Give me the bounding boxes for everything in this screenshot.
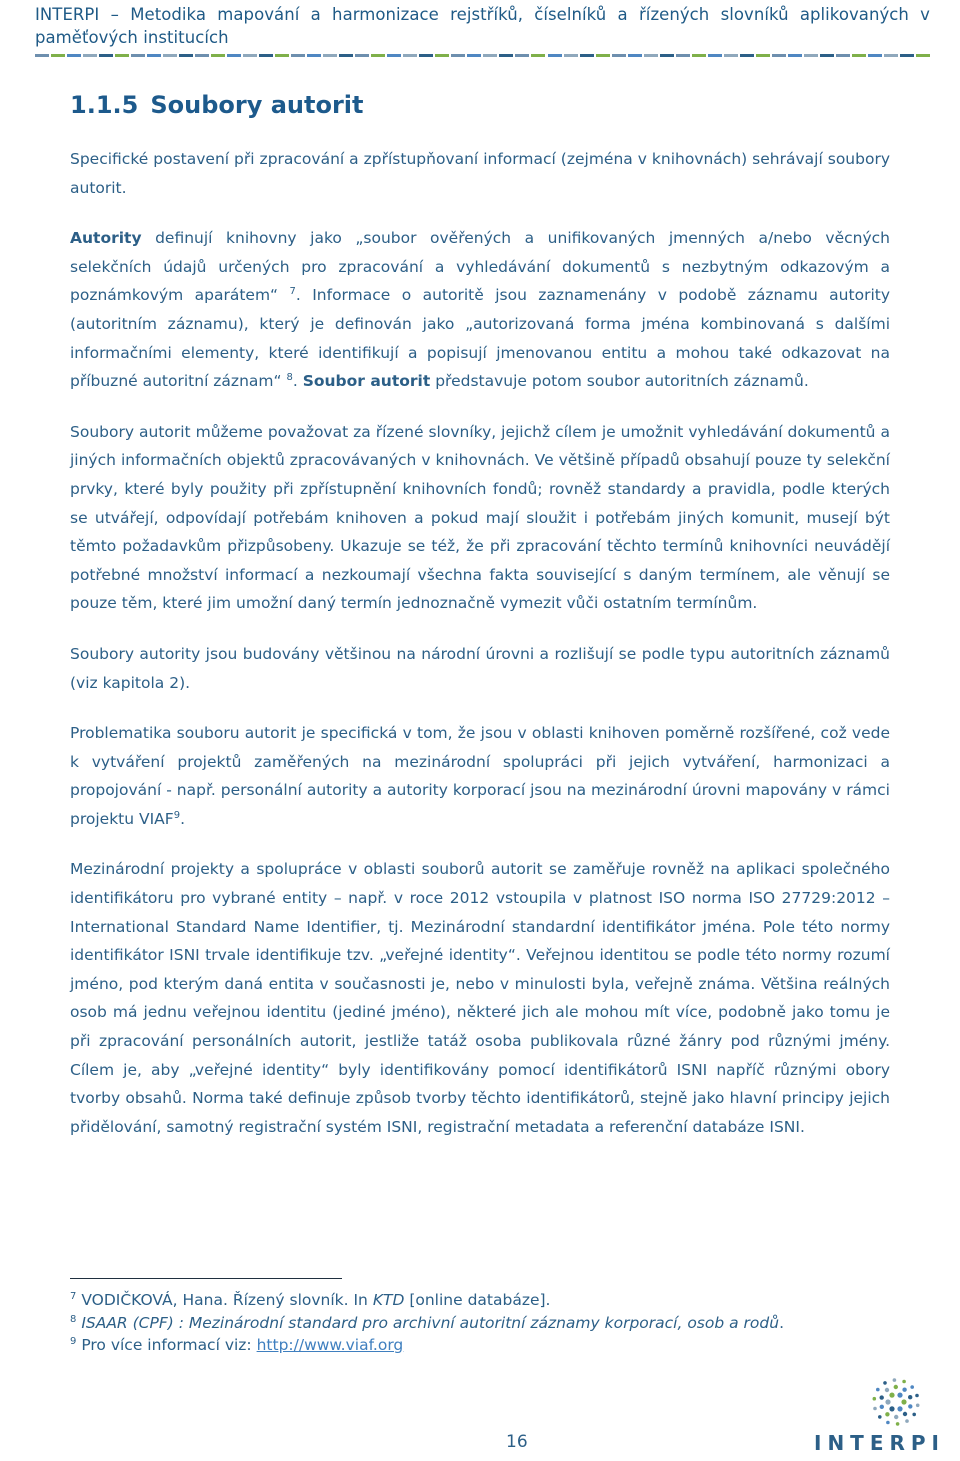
rule-dash (515, 54, 529, 57)
rule-dash (531, 54, 545, 57)
logo-dot (885, 1399, 890, 1404)
rule-dash (612, 54, 626, 57)
logo-dot (885, 1412, 889, 1416)
term-autority: Autority (70, 229, 142, 248)
paragraph: Soubory autorit můžeme považovat za řízené slovníky, jejichž cílem je umožnit vyhledávání dokumentů a jiných informačních objektů zpracovávaných v knihovnách. Ve většině případů obsahují pouze ty selekční prvky, které byly použity při zpřístupnění knihovních fondů; rovněž standardy a pravidla, podle kterých se utvářejí, odpovídají potřebám knihoven a pokud mají sloužit i potřebám jiných komunit, musejí být těmto požadavkům přizpůsobeny. Ukazuje se též, že při zpracování těchto termínů knihovníci neuvádějí potřebné množství informací a nezkoumají všechna fakta související s daným termínem, ale věnují se pouze těm, které jim umožní daný termín jednoznačně vymezit vůči ostatním termínům. (70, 422, 890, 613)
logo-dot (902, 1380, 906, 1384)
footnote-7 (70, 1289, 930, 1312)
logo-dot (897, 1406, 902, 1411)
logo-dot (893, 1378, 897, 1382)
rule-dash (227, 54, 241, 57)
rule-dash (307, 54, 321, 57)
logo-dot (902, 1388, 906, 1392)
rule-dash (660, 54, 674, 57)
logo-dot (897, 1393, 902, 1398)
footnote-italic: KTD (372, 1291, 405, 1309)
paragraph: Mezinárodní projekty a spolupráce v oblasti souborů autorit se zaměřuje rovněž na aplikaci společného identifikátoru pro vybrané entity – např. v roce 2012 vstoupila v platnost ISO norma ISO 27729:2012 – International Standard Name Identifier, tj. Mezinárodní standardní identifikátor jména. Pole této normy identifikátor ISNI trvale identifikuje tzv. „veřejné identity“. Veřejnou identitou se podle této normy rozumí jméno, pod kterým daná entita v současnosti je, nebo v minulosti byla, veřejně známa. Většina reálných osob má jednu veřejnou identitu (jediné jméno), některé jich ale mohou mít více, podobně jako tomu je při zpracování personálních autorit, jestliže tatáž osoba publikovala různé žánry pod různými jmény. Cílem je, aby „veřejné identity“ byly identifikovány pomocí identifikátorů ISNI napříč různými obory tvorby obsahů. Norma také definuje způsob tvorby těchto identifikátorů, stejně jako hlavní principy jejich přidělování, samotný registrační systém ISNI, registrační metadata a referenční databáze ISNI. (70, 860, 890, 1136)
header-rule (35, 54, 930, 58)
logo-dot (901, 1399, 906, 1404)
rule-dash (644, 54, 658, 57)
paragraph-text: . (180, 809, 186, 828)
logo-dot (894, 1385, 898, 1389)
rule-dash (259, 54, 273, 57)
rule-dash (884, 54, 898, 57)
rule-dash (435, 54, 449, 57)
footnote-text: [online databáze]. (404, 1291, 551, 1309)
rule-dash (499, 54, 513, 57)
paragraph-autority (70, 224, 890, 396)
rule-dash (836, 54, 850, 57)
rule-dash (820, 54, 834, 57)
rule-dash (355, 54, 369, 57)
footnote-text: VODIČKOVÁ, Hana. Řízený slovník. In (81, 1291, 373, 1309)
logo-dot (878, 1415, 882, 1419)
logo-dot (916, 1404, 920, 1408)
rule-dash (51, 54, 65, 57)
rule-dash (291, 54, 305, 57)
footnote-text: . (779, 1313, 785, 1332)
rule-dash (692, 54, 706, 57)
rule-dash (900, 54, 914, 57)
rule-dash (467, 54, 481, 57)
section-title: Soubory autorit (150, 91, 364, 119)
viaf-link[interactable]: http://www.viaf.org (256, 1336, 404, 1354)
logo-text: INTERPI (814, 1431, 945, 1455)
rule-dash (403, 54, 417, 57)
logo-mark-icon (872, 1378, 920, 1428)
footnote-mark: 7 (70, 1290, 77, 1302)
rule-dash (163, 54, 177, 57)
logo-dot (903, 1412, 907, 1416)
logo-dot (912, 1413, 916, 1417)
rule-dash (756, 54, 770, 57)
rule-dash (596, 54, 610, 57)
paragraph-text: . Informace o autoritě jsou zaznamenány v podobě záznamu autority (autoritním záznamu), který je definován jako „autorizovaná forma jména kombinovaná s dalšími informačními elementy, které identifikují a popisují jmenovanou entitu a mohou také odkazovat na příbuzné autoritní záznam“ (70, 286, 890, 391)
logo-dot (915, 1394, 919, 1398)
rule-dash (804, 54, 818, 57)
logo-dot (885, 1388, 889, 1392)
paragraph-text: . (292, 372, 303, 391)
rule-dash (371, 54, 385, 57)
rule-dash (67, 54, 81, 57)
paragraph-text: Problematika souboru autorit je specifická v tom, že jsou v oblasti knihoven poměrně rozšířené, což vede k vytváření projektů zaměřených na mezinárodní spolupráci při jejich vytváření, harmonizaci a propojování - např. personální autority a autority korporací jsou na mezinárodní úrovni mapovány v rámci projektu VIAF (70, 724, 890, 828)
footnote-separator (70, 1278, 342, 1279)
logo-dot (896, 1422, 900, 1426)
rule-dash (483, 54, 497, 57)
footnote-9 (70, 1334, 930, 1357)
rule-dash (419, 54, 433, 57)
footnote-ref[interactable]: 9 (173, 809, 181, 821)
logo-dot (873, 1397, 877, 1401)
rule-dash (676, 54, 690, 57)
rule-dash (195, 54, 209, 57)
footnote-mark: 9 (70, 1335, 77, 1347)
rule-dash (868, 54, 882, 57)
logo-dot (873, 1407, 877, 1411)
footnote-text: Pro více informací viz: (81, 1336, 257, 1354)
logo-dot (908, 1395, 912, 1399)
section-number: 1.1.5 (70, 91, 139, 119)
rule-dash (99, 54, 113, 57)
logo-dot (883, 1381, 887, 1385)
rule-dash (147, 54, 161, 57)
rule-dash (916, 54, 930, 57)
rule-dash (788, 54, 802, 57)
interpi-logo (812, 1378, 945, 1458)
footnote-8 (70, 1312, 930, 1335)
rule-dash (243, 54, 257, 57)
logo-dot (894, 1415, 898, 1419)
logo-dot (880, 1395, 884, 1399)
logo-dot (889, 1393, 894, 1398)
rule-dash (339, 54, 353, 57)
rule-dash (83, 54, 97, 57)
rule-dash (323, 54, 337, 57)
paragraph: Soubory autority jsou budovány většinou na národní úrovni a rozlišují se podle typu autoritních záznamů (viz kapitola 2). (70, 644, 890, 692)
rule-dash (211, 54, 225, 57)
logo-dot (880, 1405, 884, 1409)
rule-dash (131, 54, 145, 57)
rule-dash (772, 54, 786, 57)
paragraph-text: představuje potom soubor autoritních záznamů. (430, 372, 809, 391)
section-heading (70, 89, 363, 121)
rule-dash (740, 54, 754, 57)
footnote-italic: ISAAR (CPF) : Mezinárodní standard pro archivní autoritní záznamy korporací, osob a rodů (81, 1313, 780, 1332)
rule-dash (852, 54, 866, 57)
rule-dash (548, 54, 562, 57)
rule-dash (275, 54, 289, 57)
rule-dash (708, 54, 722, 57)
paragraph: Specifické postavení při zpracování a zpřístupňovaní informací (zejména v knihovnách) sehrávají soubory autorit. (70, 150, 890, 197)
logo-dot (910, 1385, 914, 1389)
logo-dot (876, 1388, 880, 1392)
logo-dot (905, 1419, 909, 1423)
rule-dash (628, 54, 642, 57)
rule-dash (179, 54, 193, 57)
term-soubor-autorit: Soubor autorit (302, 372, 431, 391)
rule-dash (115, 54, 129, 57)
paragraph-viaf (70, 719, 890, 833)
rule-dash (564, 54, 578, 57)
footnotes (70, 1289, 930, 1357)
rule-dash (580, 54, 594, 57)
body-text (70, 145, 890, 1163)
running-header: INTERPI – Metodika mapování a harmonizace rejstříků, číselníků a řízených slovníků aplikovaných v paměťových institucích (35, 5, 930, 47)
footnote-ref[interactable]: 8 (286, 372, 293, 383)
paragraph-text: definují knihovny jako „soubor ověřených a unifikovaných jmenných a/nebo věcných selekčních údajů určených pro zpracování a vyhledávání dokumentů s nezbytným odkazovým a poznámkovým aparátem“ (70, 229, 890, 305)
logo-dot (886, 1421, 890, 1425)
footnote-ref[interactable]: 7 (289, 286, 296, 298)
rule-dash (35, 54, 49, 57)
page-number: 16 (506, 1432, 528, 1452)
rule-dash (387, 54, 401, 57)
rule-dash (451, 54, 465, 57)
footnote-mark: 8 (70, 1313, 77, 1325)
rule-dash (724, 54, 738, 57)
logo-dot (908, 1404, 912, 1408)
logo-dot (889, 1406, 894, 1411)
